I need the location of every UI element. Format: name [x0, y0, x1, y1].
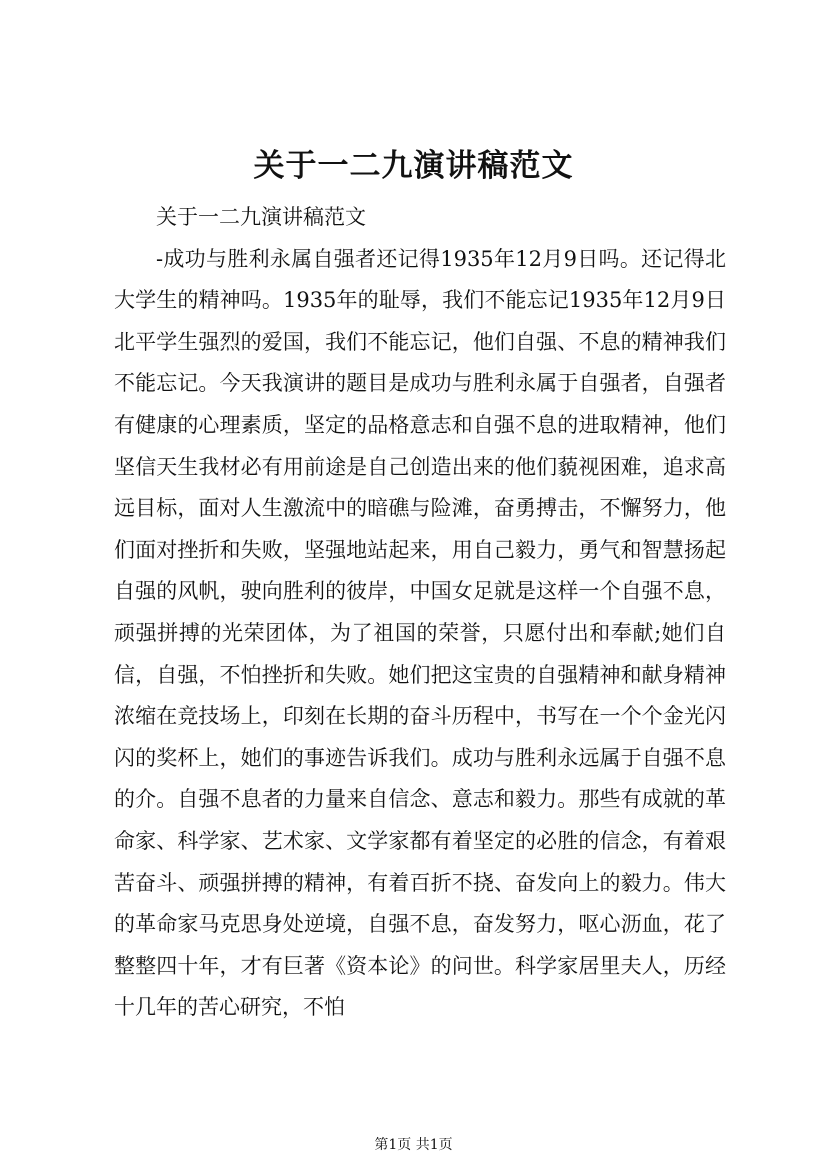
document-body — [114, 197, 726, 1029]
page-number-footer: 第1页 共1页 — [374, 1137, 453, 1153]
document-title: 关于一二九演讲稿范文 — [253, 148, 574, 184]
body-paragraph: -成功与胜利永属自强者还记得1935年12月9日吗。还记得北大学生的精神吗。1935年的耻辱，我们不能忘记1935年12月9日北平学生强烈的爱国，我们不能忘记，他们自强、不息的精神我们不能忘记。今天我演讲的题目是成功与胜利永属于自强者，自强者有健康的心理素质，坚定的品格意志和自强不息的进取精神，他们坚信天生我材必有用前途是自己创造出来的他们藐视困难，追求高远目标，面对人生激流中的暗礁与险滩，奋勇搏击，不懈努力，他们面对挫折和失败，坚强地站起来，用自己毅力，勇气和智慧扬起自强的风帆，驶向胜利的彼岸，中国女足就是这样一个自强不息，顽强拼搏的光荣团体，为了祖国的荣誉，只愿付出和奉献;她们自信，自强，不怕挫折和失败。她们把这宝贵的自强精神和献身精神浓缩在竞技场上，印刻在长期的奋斗历程中，书写在一个个金光闪闪的奖杯上，她们的事迹告诉我们。成功与胜利永远属于自强不息的介。自强不息者的力量来自信念、意志和毅力。那些有成就的革命家、科学家、艺术家、文学家都有着坚定的必胜的信念，有着艰苦奋斗、顽强拼搏的精神，有着百折不挠、奋发向上的毅力。伟大的革命家马克思身处逆境，自强不息，奋发努力，呕心沥血，花了整整四十年，才有巨著《资本论》的问世。科学家居里夫人，历经十几年的苦心研究，不怕 — [114, 246, 726, 1020]
subtitle-paragraph: 关于一二九演讲稿范文 — [156, 205, 366, 229]
